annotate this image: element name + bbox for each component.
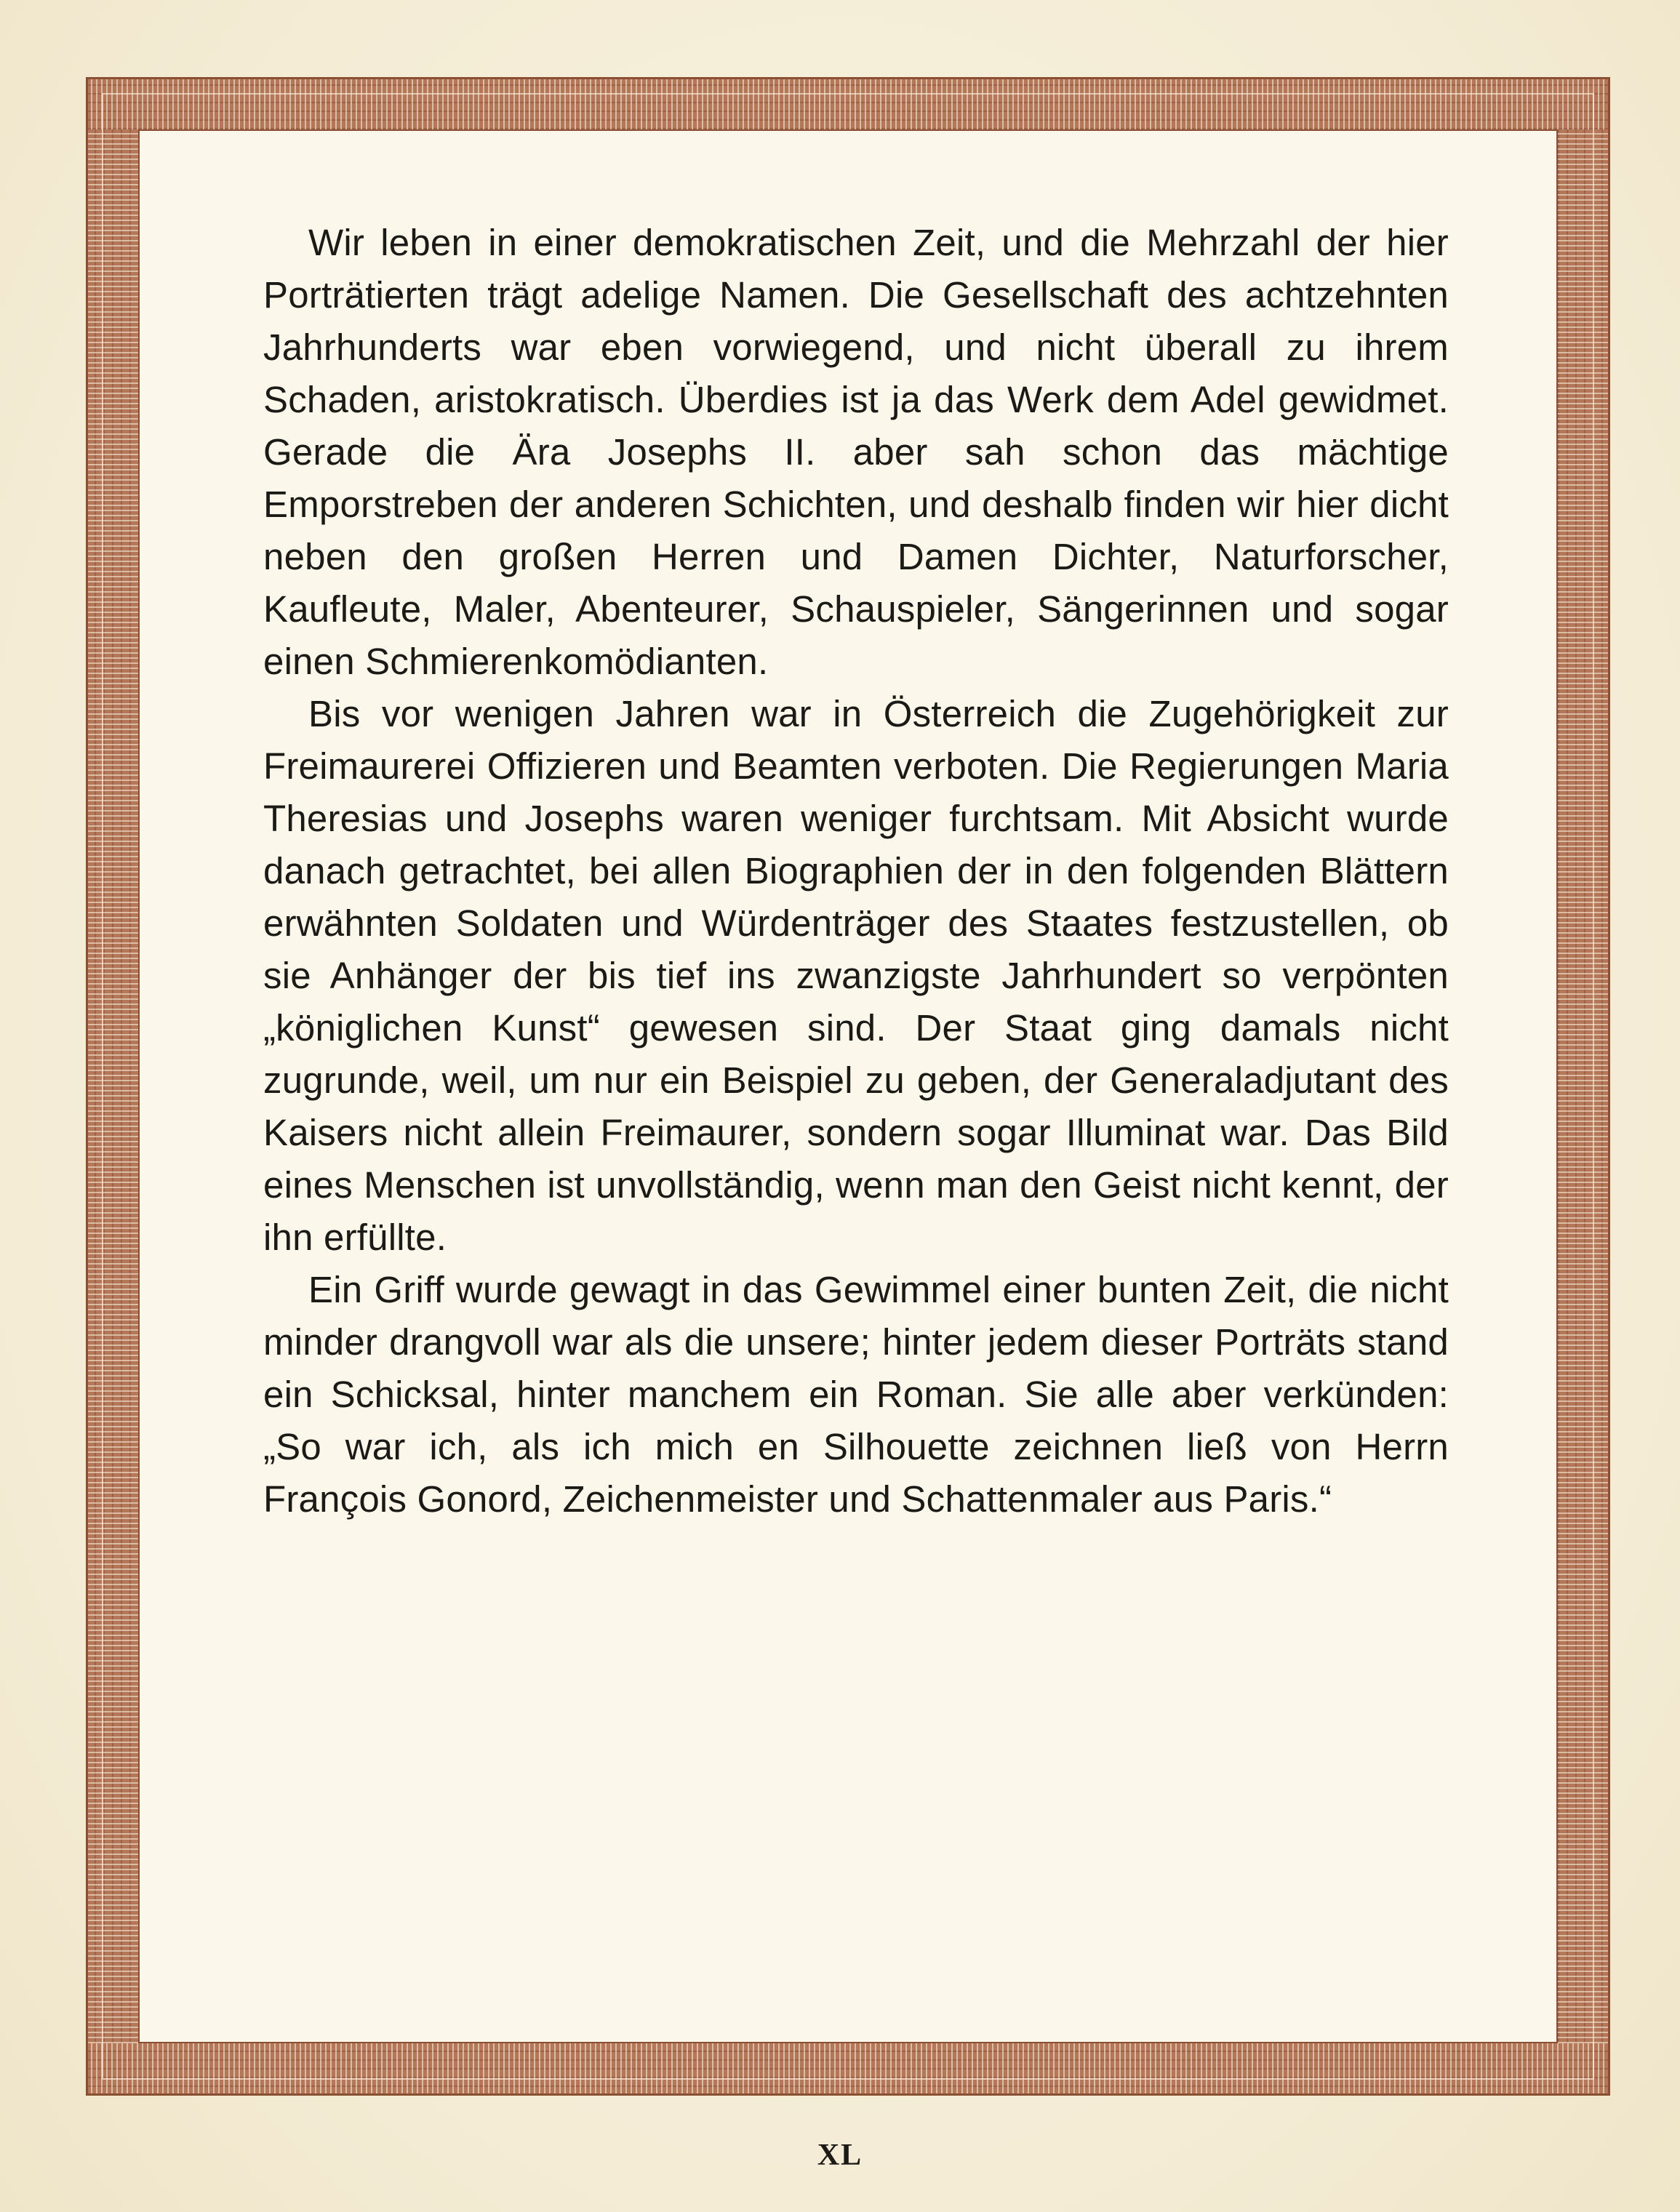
page-number: XL — [817, 2139, 863, 2172]
paragraph-2: Bis vor wenigen Jahren war in Österreich die Zugehörigkeit zur Freimaurerei Offizieren und Beamten verboten. Die Regierungen Maria Theresias und Josephs waren weniger furchtsam. Mit Absicht wurde danach getrachtet, bei allen Biographien der in den folgenden Blättern erwähnten Soldaten und Würdenträger des Staates festzustellen, ob sie Anhänger der bis tief ins zwanzigste Jahrhundert so verpönten „königlichen Kunst“ gewesen sind. Der Staat ging damals nicht zugrunde, weil, um nur ein Beispiel zu geben, der Generaladjutant des Kaisers nicht allein Freimaurer, sondern sogar Illuminat war. Das Bild eines Menschen ist unvollständig, wenn man den Geist nicht kennt, der ihn erfüllte. — [263, 693, 1449, 1258]
paragraph-1: Wir leben in einer demokratischen Zeit, und die Mehrzahl der hier Porträtierten trägt adelige Namen. Die Gesellschaft des achtzehnten Jahrhunderts war eben vorwiegend, und nicht überall zu ihrem Schaden, aristokratisch. Überdies ist ja das Werk dem Adel gewidmet. Gerade die Ära Josephs II. aber sah schon das mächtige Emporstreben der anderen Schichten, und deshalb finden wir hier dicht neben den großen Herren und Damen Dichter, Naturforscher, Kaufleute, Maler, Abenteurer, Schauspieler, Sängerinnen und sogar einen Schmierenkomödianten. — [263, 222, 1449, 682]
paragraph-3: Ein Griff wurde gewagt in das Gewimmel einer bunten Zeit, die nicht minder drangvoll war als die unsere; hinter jedem dieser Porträts stand ein Schicksal, hinter manchem ein Roman. Sie alle aber verkünden: „So war ich, als ich mich en Silhouette zeichnen ließ von Herrn François Gonord, Zeichenmeister und Schattenmaler aus Paris.“ — [263, 1269, 1449, 1520]
body-text — [263, 217, 1449, 1526]
